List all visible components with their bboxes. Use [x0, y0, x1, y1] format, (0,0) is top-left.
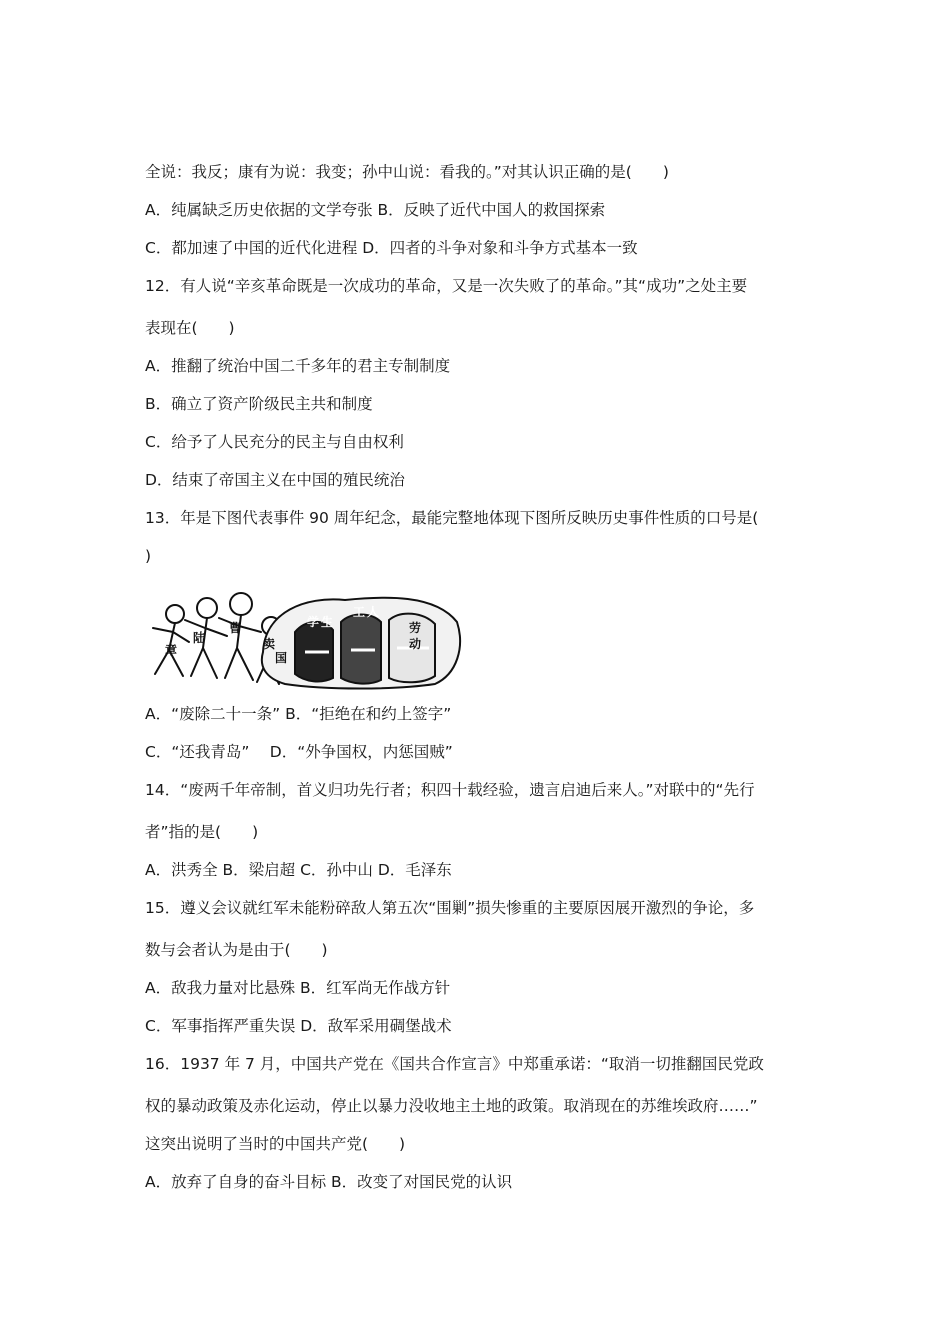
question-11-stem-end: 全说：我反；康有为说：我变；孙中山说：看我的。”对其认识正确的是( ): [145, 163, 669, 181]
question-12-option-c: C．给予了人民充分的民主与自由权利: [145, 433, 404, 451]
question-11-options-ab: A．纯属缺乏历史依据的文学夸张 B．反映了近代中国人的救国探索: [145, 201, 606, 219]
question-11-options-cd: C．都加速了中国的近代化进程 D．四者的斗争对象和斗争方式基本一致: [145, 239, 638, 257]
question-13-stem: 13．年是下图代表事件 90 周年纪念，最能完整地体现下图所反映历史事件性质的口号是(: [145, 509, 759, 527]
question-16-stem: 16．1937 年 7 月，中国共产党在《国共合作宣言》中郑重承诺：“取消一切推翻国民党政: [145, 1055, 764, 1073]
question-12-option-b: B．确立了资产阶级民主共和制度: [145, 395, 373, 413]
question-12-stem-cont: 表现在( ): [145, 319, 235, 337]
figure-label: 劳: [409, 621, 422, 635]
question-14-options: A．洪秀全 B．梁启超 C．孙中山 D．毛泽东: [145, 861, 452, 879]
question-15-options-ab: A．敌我力量对比悬殊 B．红军尚无作战方针: [145, 979, 451, 997]
question-13-options-ab: A．“废除二十一条” B．“拒绝在和约上签字”: [145, 705, 452, 723]
figure-label: 陆: [193, 631, 206, 645]
cartoon-figure: [145, 592, 463, 692]
figure-label: 曹: [229, 621, 242, 635]
figure-label: 人: [367, 605, 380, 619]
figure-label: 卖: [263, 637, 276, 651]
question-15-stem-cont: 数与会者认为是由于( ): [145, 941, 328, 959]
figure-label: 章: [165, 643, 178, 657]
question-16-stem-end: 这突出说明了当时的中国共产党( ): [145, 1135, 406, 1153]
question-12-option-d: D．结束了帝国主义在中国的殖民统治: [145, 471, 405, 489]
question-15-stem: 15．遵义会议就红军未能粉碎敌人第五次“围剿”损失惨重的主要原因展开激烈的争论，多: [145, 899, 755, 917]
question-16-stem-cont: 权的暴动政策及赤化运动，停止以暴力没收地主土地的政策。取消现在的苏维埃政府……”: [145, 1097, 758, 1115]
question-13-stem-cont: ): [145, 547, 152, 565]
question-12-stem: 12．有人说“辛亥革命既是一次成功的革命，又是一次失败了的革命。”其“成功”之处主要: [145, 277, 748, 295]
figure-label: 生: [321, 615, 334, 629]
question-16-options-ab: A．放弃了自身的奋斗目标 B．改变了对国民党的认识: [145, 1173, 513, 1191]
figure-label: 工: [353, 605, 366, 619]
figure-label: 国: [275, 651, 288, 665]
question-14-stem: 14．“废两千年帝制，首义归功先行者；积四十载经验，遗言启迪后来人。”对联中的“先行: [145, 781, 755, 799]
question-15-options-cd: C．军事指挥严重失误 D．敌军采用碉堡战术: [145, 1017, 452, 1035]
figure-label: 动: [409, 637, 422, 651]
question-12-option-a: A．推翻了统治中国二千多年的君主专制制度: [145, 357, 451, 375]
question-14-stem-cont: 者”指的是( ): [145, 823, 259, 841]
question-13-options-cd: C．“还我青岛” D．“外争国权，内惩国贼”: [145, 743, 453, 761]
figure-label: 学: [307, 615, 320, 629]
document-page: [145, 150, 815, 1192]
